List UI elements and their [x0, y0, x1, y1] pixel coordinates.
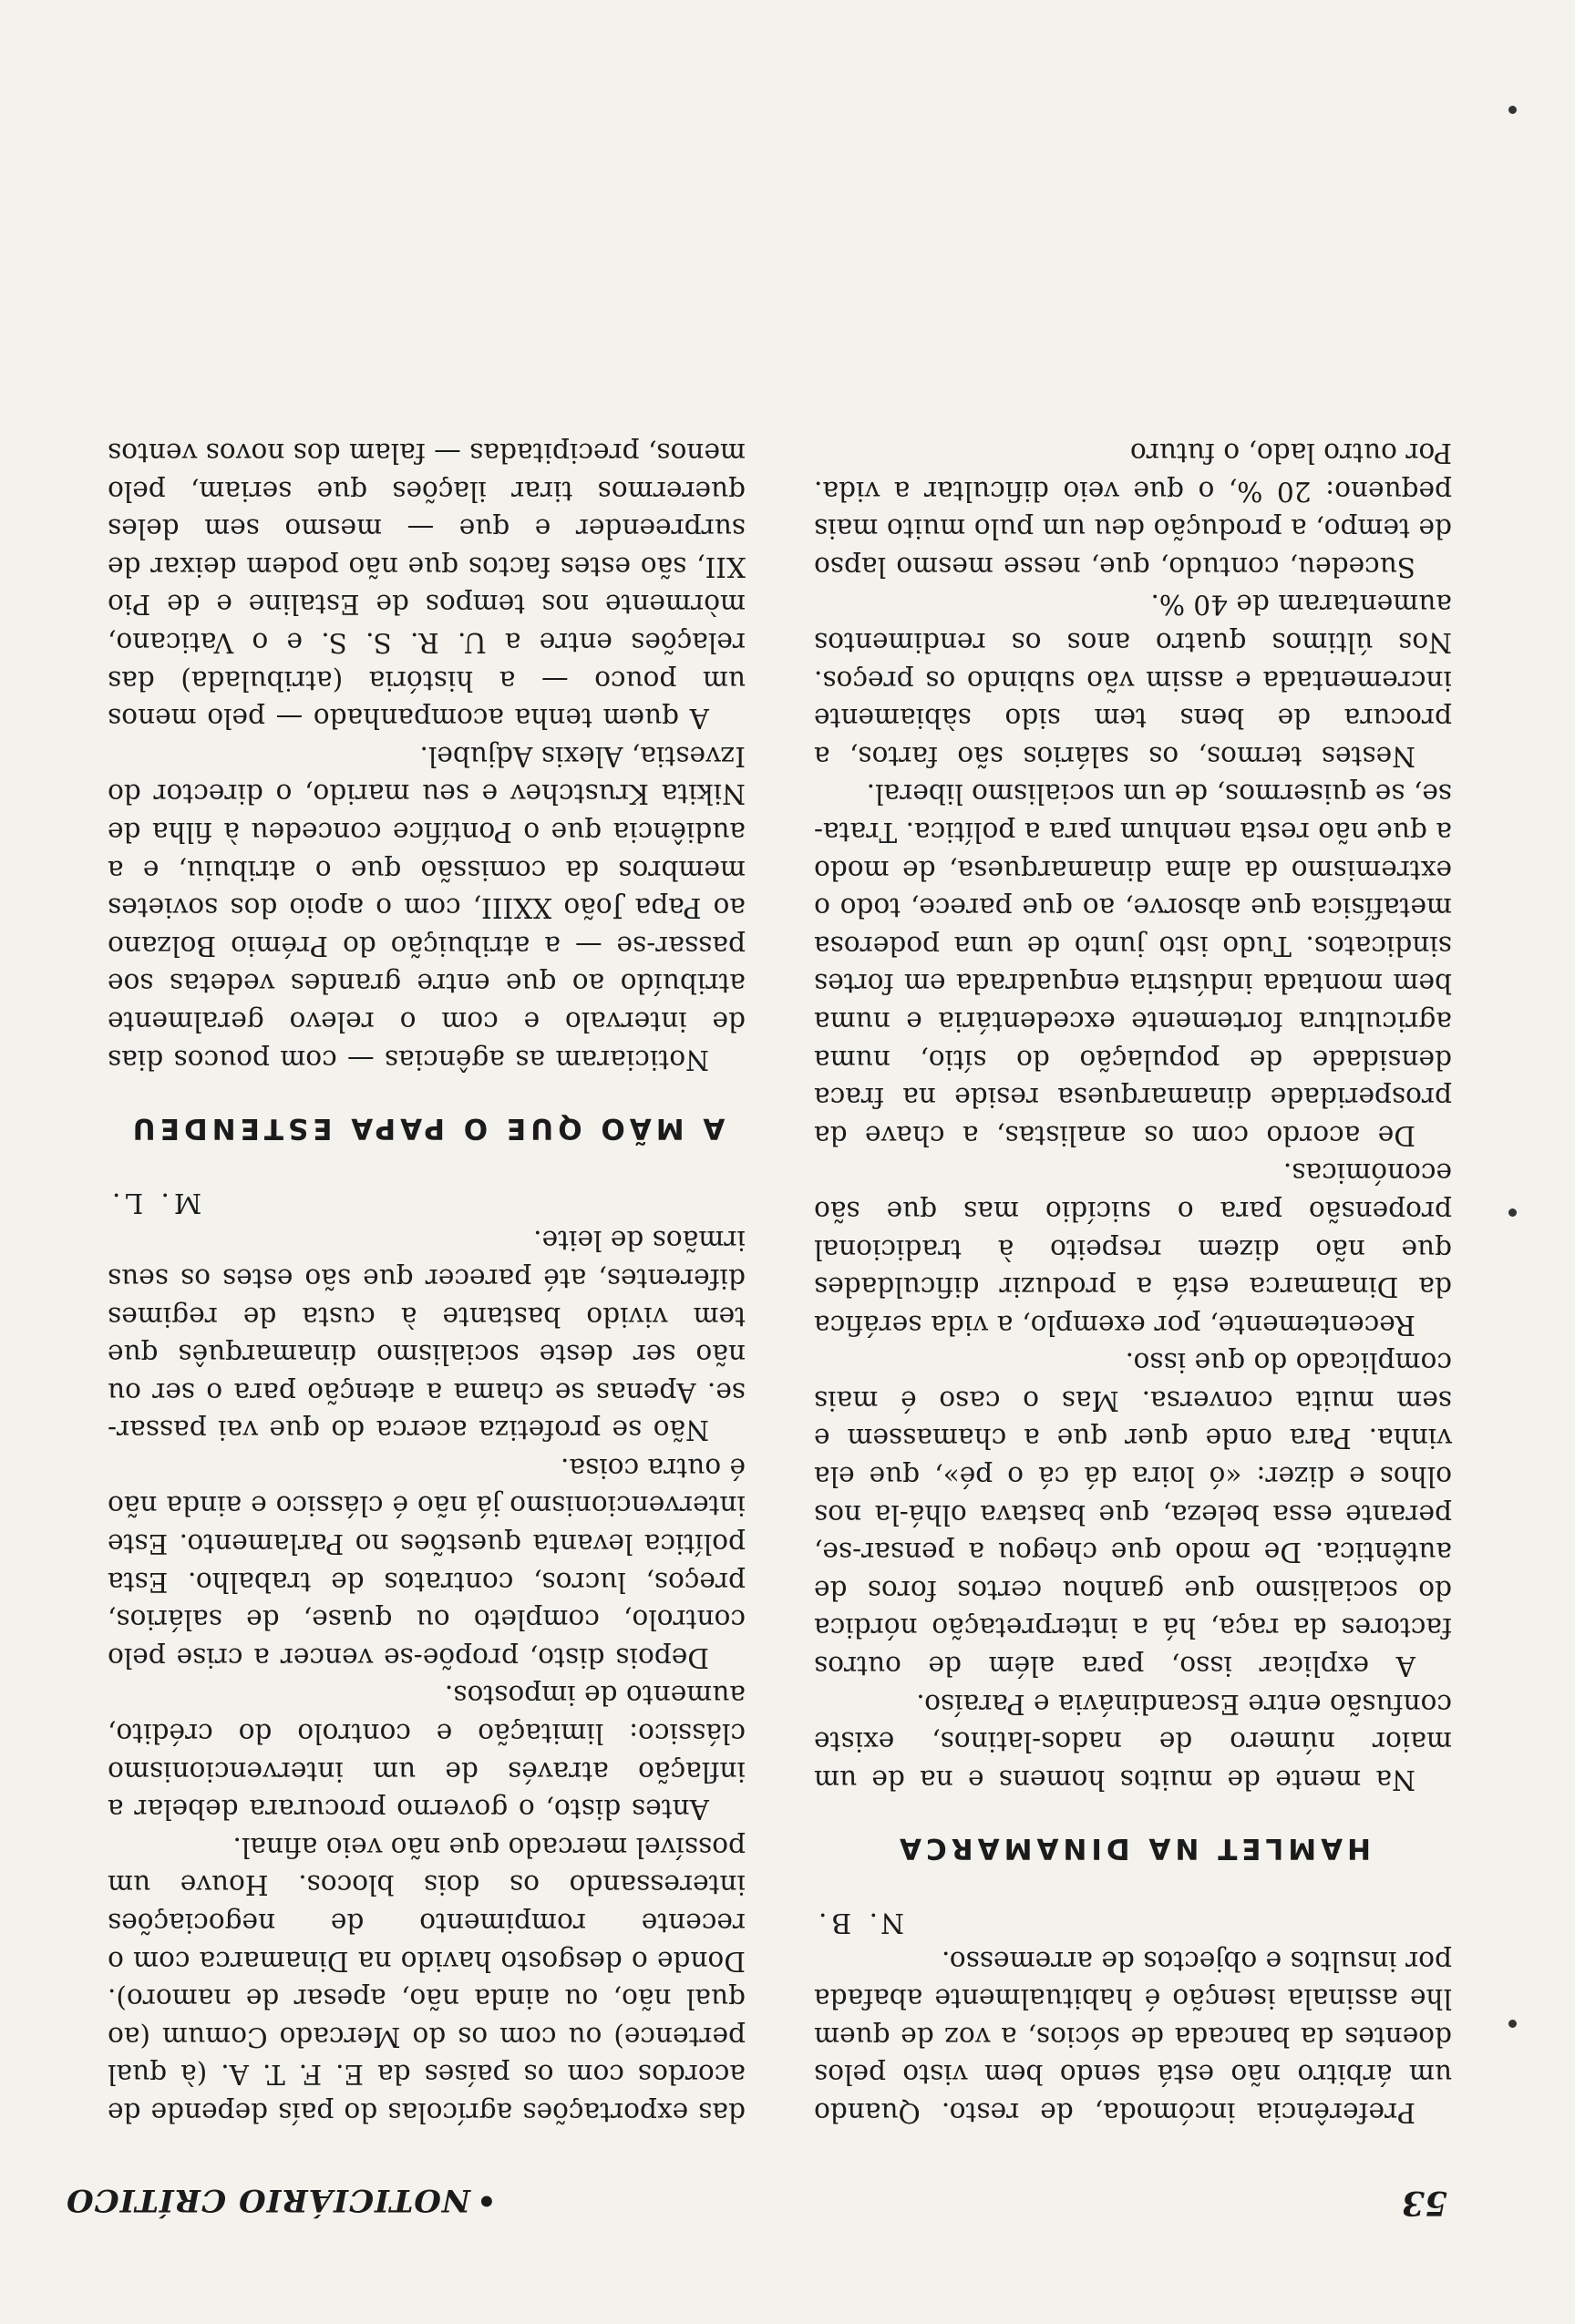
running-head	[0, 2176, 1575, 2222]
bullet-mark: •	[475, 2182, 497, 2218]
paragraph: Preferência incómoda, de resto. Quando um árbitro não está sendo bem visto pelos doentes da bancada de sócios, a voz de quem lhe assinala isenção é habitualmente abafada por insultos e objectos de arremesso.	[814, 1945, 1452, 2128]
margin-dot	[1508, 1208, 1517, 1217]
paragraph: Nestes termos, os salários são fartos, a procura de bens tem sido sàbiamente incrementada e assim vão subindo os preços. Nos últimos quatro anos os rendimentos aumentaram de 40 %.	[814, 589, 1452, 772]
page-number: 53	[1401, 2184, 1447, 2222]
margin-dot	[1508, 2020, 1517, 2028]
paragraph: Na mente de muitos homens e na de um maior número de nados-latinos, existe confusão entre Escandinávia e Paraíso.	[814, 1688, 1452, 1795]
section-title: NOTICIÁRIO CRÍTICO	[66, 2182, 470, 2218]
paragraph: das exportações agrícolas do país depende de acordos com os países da E. F. T. A. (à qual pertence) ou com os do Mercado Comum (ao qual não, ou ainda não, apesar de namoro). Donde o desgosto havido na Dinamarca com o recente rompimento de negociações interessando os dois blocos. Houve um possível mercado que não veio afinal.	[108, 1831, 746, 2128]
paragraph: Recentemente, por exemplo, a vida seráfica da Dinamarca está a produzir dificuldades que não dizem respeito à tradicional propensão para o suicídio mas que são económicas.	[814, 1157, 1452, 1341]
article-heading: A MÃO QUE O PAPA ESTENDEU	[128, 1112, 726, 1146]
left-column	[814, 433, 1452, 2131]
right-column	[108, 433, 746, 2131]
paragraph: Antes disto, o governo procurara debelar a inflação através de um intervencionismo clássico: limitação e controlo do crédito, aumento de impostos.	[108, 1680, 746, 1825]
author-signature: N. B.	[814, 1908, 904, 1939]
article-heading: HAMLET NA DINAMARCA	[894, 1832, 1372, 1866]
paragraph: Noticiaram as agências — com poucos dias de intervalo e com o relevo geralmente atribuído ao que entre grandes vedetas soe passar-se — a atribuição do Prémio Bolzano ao Papa João XXIII, com o apoio dos sovietes membros da comissão que o atribuiu, e a audiência que o Pontífice concedeu à filha de Nikita Krustchev e seu marido, o director do Izvestia, Alexis Adjubel.	[108, 740, 746, 1075]
paragraph: Sucedeu, contudo, que, nesse mesmo lapso de tempo, a produção deu um pulo muito mais pequeno: 20 %, o que veio dificultar a vida. Por outro lado, o futuro	[814, 437, 1452, 582]
paragraph: Depois disto, propõe-se vencer a crise pelo controlo, completo ou quase, de salários, preços, lucros, contratos de trabalho. Esta política levanta questões no Parlamento. Este intervencionismo já não é clássico e ainda não é outra coisa.	[108, 1452, 746, 1673]
paragraph: A quem tenha acompanhado — pelo menos um pouco — a história (atribulada) das relações entre a U. R. S. S. e o Vaticano, mòrmente nos tempos de Estaline e de Pio XII, são estes factos que não podem deixar de surpreender e que — mesmo sem deles querermos tirar ilações que seriam, pelo menos, precipitadas — falam dos novos ventos	[108, 437, 746, 735]
paragraph: Não se profetiza acerca do que vai passar-se. Apenas se chama a atenção para o ser ou não ser deste socialismo dinamarquês que tem vivido bastante à custa de regimes diferentes, até parecer que são estes os seus irmãos de leite.	[108, 1225, 746, 1446]
author-signature: M. L.	[108, 1187, 202, 1219]
paragraph: A explicar isso, para além de outros factores da raça, há a interpretação nórdica do socialismo que ganhou certos foros de autêntica. De modo que chegou a pensar-se, perante essa beleza, que bastava olhá-la nos olhos e dizer: «ó loira dá cá o pé», que ela vinha. Para onde quer que a chamassem e sem muita conversa. Mas o caso é mais complicado do que isso.	[814, 1347, 1452, 1682]
section-header	[66, 2182, 497, 2218]
margin-dot	[1508, 106, 1517, 114]
paragraph: De acordo com os analistas, a chave da prosperidade dinamarquesa reside na fraca densidade de população do sítio, numa agricultura fortemente excedentária e numa bem montada indústria enquadrada em fortes sindicatos. Tudo isto junto de uma poderosa metafísica que absorve, ao que parece, todo o extremismo da alma dinamarquesa, de modo a que não resta nenhum para a política. Trata-se, se quisermos, de um socialismo liberal.	[814, 778, 1452, 1151]
